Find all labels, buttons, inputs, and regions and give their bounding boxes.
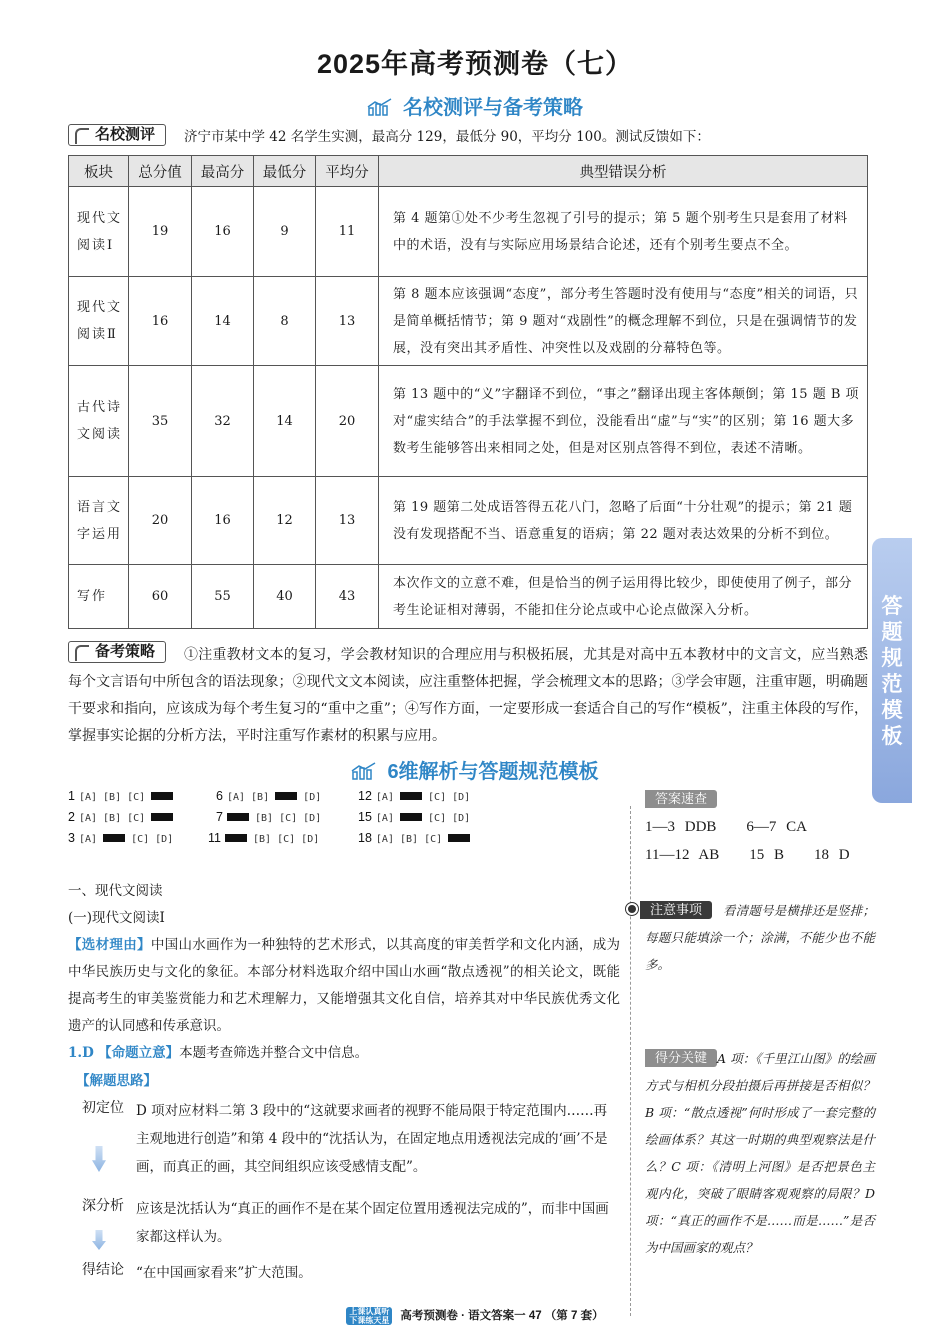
table-header: 板块 (69, 156, 129, 187)
answer-item (68, 810, 173, 824)
footer-text: 高考预测卷 · 语文答案一 47 （第 7 套） (400, 1310, 604, 1323)
question-number: 1.D (68, 1045, 94, 1061)
table-cell-analysis: 本次作文的立意不难，但是恰当的例子运用得比较少，即使使用了例子，部分考生论证相对薄弱，不能扣住分论点或中心论点做深入分析。 (379, 565, 868, 629)
table-cell-max: 14 (192, 277, 254, 366)
quick-answers-badge: 答案速查 (645, 790, 717, 808)
answer-item (208, 831, 319, 845)
answer-mark (448, 834, 470, 842)
logo-line: 下课练天星 (349, 1316, 390, 1325)
question-intent-label: 【命题立意】 (98, 1045, 180, 1061)
table-cell-min: 14 (254, 366, 316, 477)
dot-icon (626, 903, 638, 915)
answer-number: 11 (208, 831, 221, 845)
page-footer (0, 1307, 950, 1325)
material-reason (68, 932, 620, 1040)
answer-mark (103, 834, 125, 842)
answer-number: 3 (68, 831, 75, 845)
evaluation-intro: 济宁市某中学 42 名学生实测，最高分 129，最低分 90，平均分 100。测试反馈如下： (184, 129, 710, 145)
bar-chart-icon (351, 762, 379, 780)
page-title: 2025年高考预测卷（七） (316, 49, 634, 79)
table-header: 典型错误分析 (379, 156, 868, 187)
answer-options: [C] [D] (428, 792, 471, 803)
table-cell-analysis: 第 8 题本应该强调“态度”，部分考生答题时没有使用与“态度”相关的词语，只是简单概括情节；第 9 题对“戏剧性”的概念理解不到位，只是在强调情节的发展，没有突出其矛盾性、冲突性以及戏剧的分幕特色等。 (379, 277, 868, 366)
table-cell-min: 9 (254, 187, 316, 277)
evaluation-table (68, 155, 868, 629)
logo-line: 上课认真听 (349, 1307, 390, 1316)
question-intent-text: 本题考查筛选并整合文中信息。 (179, 1045, 369, 1061)
answer-mark (275, 792, 297, 800)
notice-text: 看清题号是横排还是竖排；每题只能填涂一个；涂满，不能少也不能多。 (645, 903, 875, 972)
answer-mark (225, 834, 247, 842)
table-cell-avg: 13 (316, 477, 379, 565)
table-cell-min: 40 (254, 565, 316, 629)
table-header: 总分值 (129, 156, 192, 187)
answer-mark (227, 813, 249, 821)
table-cell-min: 12 (254, 477, 316, 565)
table-row (69, 477, 868, 565)
arrow-down-icon (92, 1146, 106, 1172)
answer-options: [A] (375, 813, 394, 824)
table-cell-total: 35 (129, 366, 192, 477)
table-row (69, 187, 868, 277)
answer-options: [C] [D] (131, 834, 174, 845)
table-header: 最低分 (254, 156, 316, 187)
answer-mark (400, 813, 422, 821)
step-label: 得结论 (82, 1262, 124, 1278)
table-cell-total: 19 (129, 187, 192, 277)
part-heading: 一、现代文阅读 (68, 883, 163, 899)
section-heading-evaluation (0, 91, 950, 120)
answer-item (358, 831, 470, 845)
arrow-down-icon (92, 1230, 106, 1250)
step-text: “在中国画家看来”扩大范围。 (136, 1265, 312, 1281)
table-header: 平均分 (316, 156, 379, 187)
table-cell-max: 16 (192, 187, 254, 277)
answer-options: [A] (78, 834, 98, 845)
quick-answers-line: 11—12 AB 15 B 18 D (645, 847, 850, 863)
answer-item (358, 810, 470, 824)
evaluation-tag: 名校测评 (68, 124, 166, 146)
answer-item (68, 789, 173, 803)
answer-number: 2 (68, 810, 75, 824)
strategy-tag: 备考策略 (68, 641, 166, 663)
table-row (69, 277, 868, 366)
answer-options: [C] [D] (428, 813, 471, 824)
table-cell-total: 60 (129, 565, 192, 629)
answer-options: [B] [C] [D] (253, 834, 320, 845)
section-heading-analysis (0, 755, 950, 784)
step-label: 深分析 (82, 1198, 124, 1214)
table-cell-max: 32 (192, 366, 254, 477)
reason-label: 【选材理由】 (68, 937, 151, 953)
table-cell-avg: 43 (316, 565, 379, 629)
step-text: 应该是沈括认为“真正的画作不是在某个固定位置用透视法完成的”，而非中国画家都这样认为。 (136, 1201, 609, 1245)
table-cell-total: 20 (129, 477, 192, 565)
question-1 (68, 1040, 620, 1067)
notice-badge: 注意事项 (640, 901, 712, 919)
answer-options: [A] [B] [C] (78, 813, 146, 824)
approach-label (76, 1068, 628, 1095)
quick-answers-line: 1—3 DDB 6—7 CA (645, 819, 808, 835)
answer-number: 15 (358, 810, 372, 824)
table-cell-min: 8 (254, 277, 316, 366)
answer-options: [D] (303, 792, 322, 803)
table-cell-avg: 20 (316, 366, 379, 477)
step-text: D 项对应材料二第 3 段中的“这就要求画者的视野不能局限于特定范围内……再主观地进行创造”和第 4 段中的“沈括认为，在固定地点用透视法完成的‘画’不是画，而真正的画，其空间组织应该受感情支配”。 (136, 1103, 608, 1175)
table-cell-block: 现代文阅读Ⅰ (69, 187, 129, 277)
answer-options: [A] [B] [C] (78, 792, 146, 803)
answer-item (358, 789, 470, 803)
answer-options: [A] [B] [C] (375, 834, 443, 845)
answer-options: [A] (375, 792, 394, 803)
bar-chart-icon (367, 98, 395, 116)
publisher-logo (346, 1307, 392, 1325)
table-cell-max: 55 (192, 565, 254, 629)
answer-mark (151, 792, 173, 800)
table-header: 最高分 (192, 156, 254, 187)
step-label: 初定位 (82, 1100, 124, 1116)
answer-options: [B] [C] [D] (254, 813, 322, 824)
approach-label-text: 【解题思路】 (76, 1073, 157, 1089)
answer-mark (151, 813, 173, 821)
table-cell-total: 16 (129, 277, 192, 366)
table-cell-block: 古代诗文阅读 (69, 366, 129, 477)
table-cell-analysis: 第 4 题第①处不少考生忽视了引号的提示；第 5 题个别考生只是套用了材料中的术语，没有与实际应用场景结合论述，还有个别考生要点不全。 (379, 187, 868, 277)
answer-number: 1 (68, 789, 75, 803)
table-cell-block: 写作 (69, 565, 129, 629)
answer-number: 18 (358, 831, 372, 845)
table-cell-analysis: 第 19 题第二处成语答得五花八门，忽略了后面“十分壮观”的提示；第 21 题没有发现搭配不当、语意重复的语病；第 22 题对表达效果的分析不到位。 (379, 477, 868, 565)
scoring-key-badge: 得分关键 (645, 1049, 717, 1067)
strategy-text: ①注重教材文本的复习，学会教材知识的合理应用与积极拓展，尤其是对高中五本教材中的文言文，应当熟悉每个文言语句中所包含的语法现象；②现代文文本阅读，应注重整体把握，学会梳理文本的思路；③学会审题，注重审题，明确题干要求和指向，应该成为每个考生复习的“重中之重”；④写作方面，一定要形成一套适合自己的写作“模板”，注重主体段的写作，掌握事实论据的分析方法，平时注重写作素材的积累与应用。 (68, 647, 868, 744)
side-tab-label: 答题规范模板 (881, 595, 903, 748)
answer-number: 7 (216, 810, 223, 824)
answer-number: 6 (216, 789, 223, 803)
table-cell-block: 语言文字运用 (69, 477, 129, 565)
answer-item (216, 789, 321, 803)
answer-item (68, 831, 173, 845)
table-cell-avg: 13 (316, 277, 379, 366)
table-cell-max: 16 (192, 477, 254, 565)
table-cell-avg: 11 (316, 187, 379, 277)
sub-heading: (一)现代文阅读Ⅰ (68, 910, 165, 926)
section-heading-text: 名校测评与备考策略 (403, 97, 583, 119)
table-cell-block: 现代文阅读Ⅱ (69, 277, 129, 366)
reason-text: 中国山水画作为一种独特的艺术形式，以其高度的审美哲学和文化内涵，成为中华民族历史与文化的象征。本部分材料选取介绍中国山水画“散点透视”的相关论文，既能提高考生的审美鉴赏能力和艺术理解力，又能增强其文化自信，培养其对中华民族优秀文化遗产的认同感和传承意识。 (68, 937, 621, 1034)
table-row (69, 366, 868, 477)
section-heading-text: 6维解析与答题规范模板 (387, 761, 599, 783)
answer-mark (400, 792, 422, 800)
scoring-key-text: A 项：《千里江山图》的绘画方式与相机分段拍摄后再拼接是否相似？B 项：“散点透视”何时形成了一套完整的绘画体系？其这一时期的典型观察法是什么？C 项：《清明上河图》是否把景色主观内化，突破了眼睛客观观察的局限？D 项：“真正的画作不是……而是……”是否为中国画家的观点？ (645, 1051, 875, 1255)
column-divider (630, 806, 631, 1316)
table-cell-analysis: 第 13 题中的“义”字翻译不到位，“事之”翻译出现主客体颠倒；第 15 题 B 项对“虚实结合”的手法掌握不到位，没能看出“虚”与“实”的区别；第 16 题大多数考生能够答出来相同之处，但是对区别点答得不到位，表述不清晰。 (379, 366, 868, 477)
answer-number: 12 (358, 789, 372, 803)
answer-item (216, 810, 321, 824)
answer-options: [A] [B] (226, 792, 270, 803)
table-row (69, 565, 868, 629)
